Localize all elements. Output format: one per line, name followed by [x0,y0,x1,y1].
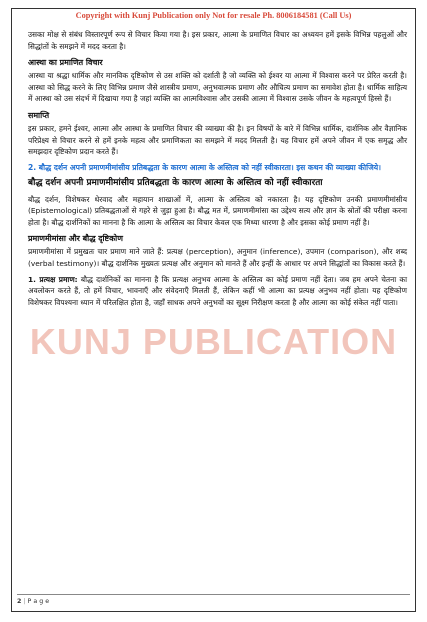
document-page [11,8,416,612]
paragraph-conclusion: इस प्रकार, हमने ईश्वर, आत्मा और आस्था के प्रमाणित विचार की व्याख्या की है। इन विषयों के बारे में विभिन्न धार्मिक, दार्शनिक और वैज्ञानिक परिप्रेक्ष्य से विचार करने से हमें इनके महत्व और प्रमाणिकता का समझने में मदद मिलती है। यह विचार हमें अपने जीवन में एक समृद्ध और समझदार दृष्टिकोण प्रदान करते हैं। [28,123,407,157]
heading-epistemology: प्रमाणमीमांसा और बौद्ध दृष्टिकोण [28,234,123,244]
heading-conclusion: समाप्ति [28,110,50,120]
perception-label: 1. प्रत्यक्ष प्रमाण: [28,274,78,284]
copyright-banner: Copyright with Kunj Publication only Not for resale Ph. 8006184581 (Call Us) [75,11,352,20]
watermark: KUNJ PUBLICATION [29,321,398,362]
paragraph-buddhist-denial: बौद्ध दर्शन, विशेषकर थेरवाद और महायान शाखाओं में, आत्मा के अस्तित्व को नकारता है। यह दृष्टिकोण उनकी प्रमाणमीमांसीय (Epistemological) प्रतिबद्धताओं से गहरे से जुड़ा हुआ है। बौद्ध मत में, प्रमाणमीमांसा का उद्देश्य सत्य और ज्ञान के स्रोतों की परीक्षा करना होता है। बौद्ध दार्शनिकों का मानना है कि आत्मा के अस्तित्व का विचार केवल एक मिथ्या धारणा है और इसका कोई प्रमाण नहीं है। [28,194,407,227]
page-label: P a g e [27,598,50,605]
paragraph-soul-conclusion: उसका मोक्ष से संबंध विस्तारपूर्ण रूप से विचार किया गया है। इस प्रकार, आत्मा के प्रमाणित विचार का अध्ययन हमें इसके विभिन्न पहलुओं और सिद्धांतों के समझने में मदद करता है। [28,30,407,51]
question-2: 2. बौद्ध दर्शन अपनी प्रमाणमीमांसीय प्रतिबद्धता के कारण आत्मा के अस्तित्व को नहीं स्वीकारता। इस कथन की व्याख्या कीजिये। [28,162,381,172]
footer-separator: | [23,598,26,605]
paragraph-pramanas: प्रमाणमीमांसा में प्रमुखतः चार प्रमाण माने जाते हैं: प्रत्यक्ष (perception), अनुमान (inference), उपमान (comparison), और शब्द (verbal testimony)। बौद्ध दार्शनिक मुख्यतः प्रत्यक्ष और अनुमान को मानते हैं और इन्हीं के आधार पर अपने सिद्धांतों का विकास करते हैं। [28,247,407,268]
answer-title: बौद्ध दर्शन अपनी प्रमाणमीमांसीय प्रतिबद्धता के कारण आत्मा के अस्तित्व को नहीं स्वीकारता [28,178,323,189]
heading-faith: आस्था का प्रमाणित विचार [28,58,103,68]
page-content [28,29,407,312]
paragraph-perception [28,274,407,309]
perception-text: बौद्ध दार्शनिकों का मानना है कि प्रत्यक्ष अनुभव आत्मा के अस्तित्व का कोई प्रमाण नहीं देता। जब हम अपने चेतना का अवलोकन करते हैं, तो हमें विचार, भावनाएँ और संवेदनाएँ मिलती हैं, लेकिन कहीं भी आत्मा का प्रत्यक्ष अनुभव नहीं होता। यह दृष्टिकोण विशेषकर विपश्यना ध्यान में परिलक्षित होता है, जहाँ साधक अपने अनुभवों का सूक्ष्म निरीक्षण करता है और आत्मा का कोई संकेत नहीं पाता। [28,274,407,307]
paragraph-faith: आस्था या श्रद्धा धार्मिक और मानविक दृष्टिकोण से उस शक्ति को दर्शाती है जो व्यक्ति को ईश्वर या आत्मा में विश्वास करने पर प्रेरित करती है। आस्था को सिद्ध करने के लिए विभिन्न प्रमाण जैसे शास्त्रीय प्रमाण, अनुभवात्मक प्रमाण और औचित्य प्रमाण का समावेश होता है। धार्मिक साहित्य में आस्था को उस संदर्भ में दिखाया गया है जहां व्यक्ति का आत्मविश्वास और उसकी आत्मा में विश्वास उसके जीवन के महत्वपूर्ण हिस्से हैं। [28,71,407,104]
footer-divider [17,594,410,595]
page-footer [17,598,49,605]
page-number: 2 [17,598,22,605]
